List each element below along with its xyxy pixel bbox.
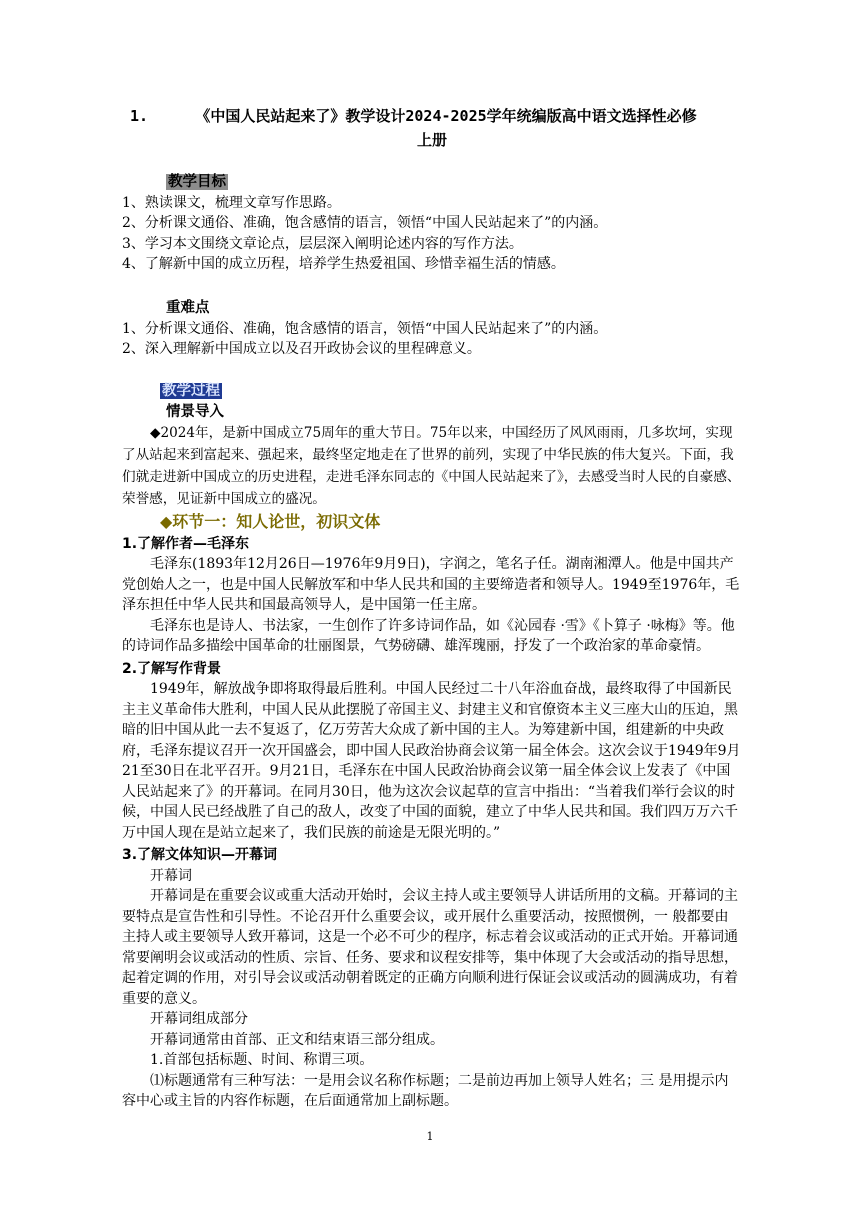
objective-item: 4、了解新中国的成立历程，培养学生热爱祖国、珍惜幸福生活的情感。 (122, 256, 565, 272)
section-link-1: ◆环节一：知人论世，初识文体 (160, 512, 381, 531)
genre-paragraph-3: 1.首部包括标题、时间、称谓三项。 (150, 1052, 374, 1068)
objective-item: 3、学习本文围绕文章论点，层层深入阐明论述内容的写作方法。 (122, 235, 523, 252)
keypoints-section (122, 298, 742, 360)
title-line-2: 上册 (416, 131, 447, 149)
title-line-1: 《中国人民站起来了》教学设计2024-2025学年统编版高中语文选择性必修 (195, 107, 697, 125)
author-heading: 1.了解作者—毛泽东 (122, 535, 250, 552)
title-number: 1. (130, 107, 149, 125)
page-number: 1 (426, 1130, 434, 1143)
background-paragraph: 1949年，解放战争即将取得最后胜利。中国人民经过二十八年浴血奋战，最终取得了中国新民主主义革命伟大胜利，中国人民从此摆脱了帝国主义、封建主义和官僚资本主义三座大山的压迫，黑暗的旧中国从此一去不复返了，亿万劳苦大众成了新中国的主人。为筹建新中国，组建新的中央政府，毛泽东提议召开一次开国盛会，即中国人民政治协商会议第一届全体会。这次会议于1949年9月21至30日在北平召开。9月21日，毛泽东在中国人民政治协商会议第一届全体会议上发表了《中国人民站起来了》的开幕词。在同月30日，他为这次会议起草的宣言中指出：“当着我们举行会议的时候，中国人民已经战胜了自己的敌人，改变了中国的面貌，建立了中华人民共和国。我们四万万六千万中国人现在是站立起来了，我们民族的前途是无限光明的。” (122, 681, 741, 841)
background-heading: 2.了解写作背景 (122, 660, 222, 677)
process-heading: 教学过程 (162, 383, 220, 399)
keypoint-item: 2、深入理解新中国成立以及召开政协会议的里程碑意义。 (122, 341, 481, 357)
objective-item: 1、熟读课文，梳理文章写作思路。 (122, 194, 341, 211)
author-paragraph-2: 毛泽东也是诗人、书法家，一生创作了许多诗词作品，如《沁园春 ·雪》《卜算子 ·咏梅》等。他的诗词作品多描绘中国革命的壮丽图景，气势磅礴、雄浑瑰丽，抒发了一个政治家的革命豪情。 (122, 617, 735, 654)
document-title (122, 104, 742, 152)
process-section (122, 381, 742, 1112)
keypoint-item: 1、分析课文通俗、准确，饱含感情的语言，领悟“中国人民站起来了”的内涵。 (122, 320, 608, 337)
intro-paragraph: ◆2024年，是新中国成立75周年的重大节日。75年以来，中国经历了风风雨雨，几多坎坷，实现了从站起来到富起来、强起来，最终坚定地走在了世界的前列，实现了中华民族的伟大复兴。下面，我们就走进新中国成立的历史进程，走进毛泽东同志的《中国人民站起来了》，去感受当时人民的自豪感、荣誉感，见证新中国成立的盛况。 (122, 425, 741, 507)
author-paragraph-1: 毛泽东(1893年12月26日—1976年9月9日)，字润之，笔名子任。湖南湘潭人。他是中国共产党创始人之一，也是中国人民解放军和中华人民共和国的主要缔造者和领导人。1949至1976年，毛泽东担任中华人民共和国最高领导人，是中国第一任主席。 (122, 556, 740, 613)
keypoints-heading: 重难点 (166, 300, 210, 316)
genre-label-1: 开幕词 (150, 867, 192, 884)
objectives-heading: 教学目标 (168, 174, 226, 190)
genre-paragraph-2: 开幕词通常由首部、正文和结束语三部分组成。 (150, 1031, 444, 1048)
genre-paragraph-1: 开幕词是在重要会议或重大活动开始时，会议主持人或主要领导人讲话所用的文稿。开幕词的主要特点是宣告性和引导性。不论召开什么重要会议，或开展什么重要活动，按照惯例，一 般都要由主持人或主要领导人致开幕词，这是一个必不可少的程序，标志着会议或活动的正式开始。开幕词通常要阐明会议或活动的性质、宗旨、任务、要求和议程安排等，集中体现了大会或活动的指导思想，起着定调的作用，对引导会议或活动朝着既定的正确方向顺利进行保证会议或活动的圆满成功，有着重要的意义。 (122, 888, 738, 1007)
genre-label-2: 开幕词组成部分 (150, 1011, 248, 1027)
genre-heading: 3.了解文体知识—开幕词 (122, 847, 278, 863)
objective-item: 2、分析课文通俗、准确，饱含感情的语言，领悟“中国人民站起来了”的内涵。 (122, 215, 608, 231)
genre-paragraph-4: ⑴标题通常有三种写法：一是用会议名称作标题；二是前边再加上领导人姓名；三 是用提示内容中心或主旨的内容作标题，在后面通常加上副标题。 (122, 1072, 729, 1109)
intro-heading: 情景导入 (166, 403, 224, 420)
objectives-section (122, 172, 742, 275)
